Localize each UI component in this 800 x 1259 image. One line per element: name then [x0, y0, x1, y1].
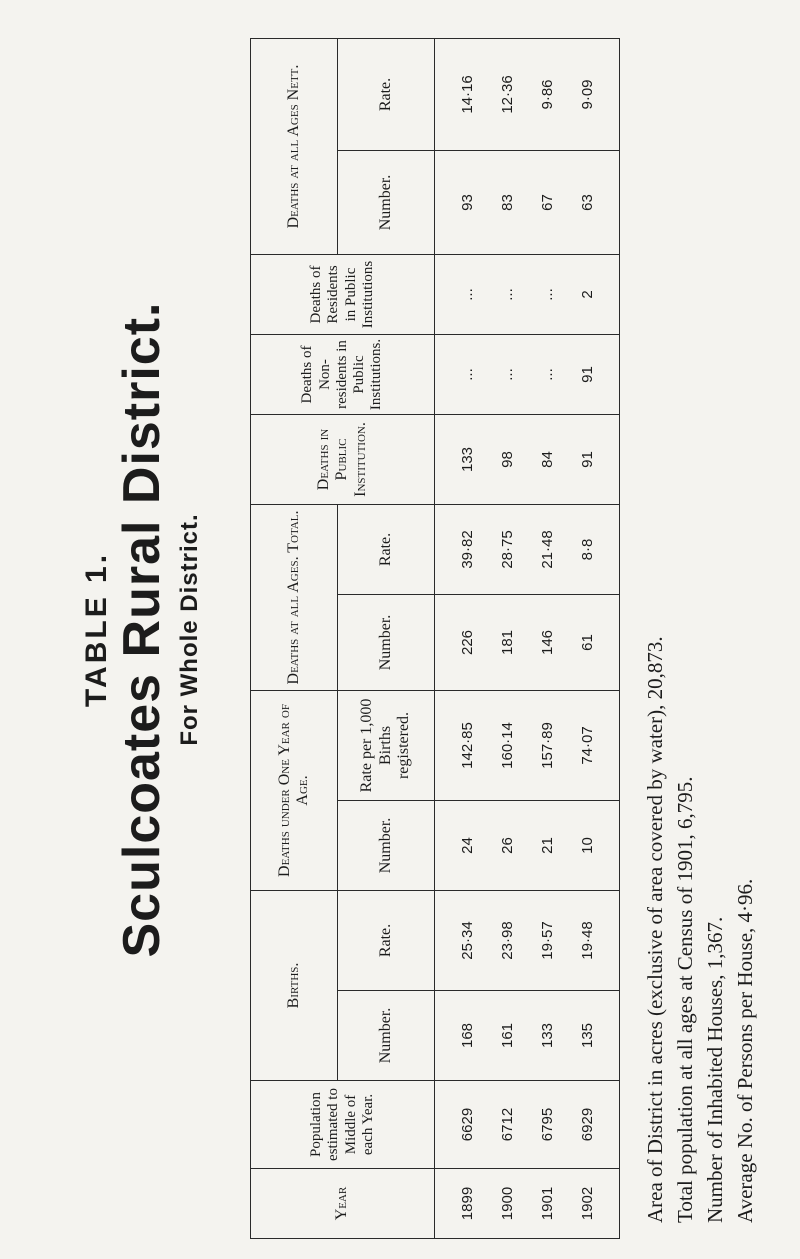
- cell-births-number: 168: [435, 991, 488, 1081]
- cell-births-rate: 19·57: [527, 890, 567, 990]
- cell-infant-rate: 74·07: [567, 690, 620, 800]
- col-nett-number: Number.: [338, 150, 435, 254]
- cell-nett-rate: 9·86: [527, 38, 567, 150]
- cell-population: 6795: [527, 1081, 567, 1169]
- cell-nett-rate: 9·09: [567, 38, 620, 150]
- cell-nett-number: 63: [567, 150, 620, 254]
- col-infant-rate: Rate per 1,000 Births registered.: [338, 690, 435, 800]
- cell-births-rate: 23·98: [487, 890, 527, 990]
- cell-total-number: 61: [567, 594, 620, 690]
- cell-total-number: 146: [527, 594, 567, 690]
- cell-non-residents: 91: [567, 334, 620, 414]
- cell-nett-rate: 12·36: [487, 38, 527, 150]
- cell-non-residents: ...: [435, 334, 488, 414]
- cell-nett-number: 67: [527, 150, 567, 254]
- cell-population: 6629: [435, 1081, 488, 1169]
- col-total-rate: Rate.: [338, 504, 435, 594]
- cell-public-institution: 133: [435, 414, 488, 504]
- col-births-number: Number.: [338, 991, 435, 1081]
- cell-births-number: 135: [567, 991, 620, 1081]
- col-infant-number: Number.: [338, 800, 435, 890]
- cell-nett-number: 83: [487, 150, 527, 254]
- cell-total-rate: 39·82: [435, 504, 488, 594]
- cell-population: 6929: [567, 1081, 620, 1169]
- cell-total-number: 181: [487, 594, 527, 690]
- cell-year: 1899: [435, 1169, 488, 1239]
- cell-year: 1900: [487, 1169, 527, 1239]
- cell-births-rate: 25·34: [435, 890, 488, 990]
- cell-population: 6712: [487, 1081, 527, 1169]
- col-group-births: Births.: [251, 890, 338, 1080]
- cell-infant-number: 24: [435, 800, 488, 890]
- col-year: Year: [251, 1169, 435, 1239]
- col-non-resident-deaths: Deaths of Non-residents in Public Institutions.: [251, 334, 435, 414]
- cell-non-residents: ...: [487, 334, 527, 414]
- cell-infant-rate: 142·85: [435, 690, 488, 800]
- cell-total-rate: 28·75: [487, 504, 527, 594]
- col-population: Population estimated to Middle of each Year.: [251, 1081, 435, 1169]
- note-inhabited-houses: Number of Inhabited Houses, 1,367.: [703, 916, 727, 1223]
- cell-infant-number: 26: [487, 800, 527, 890]
- note-area: Area of District in acres (exclusive of area covered by water), 20,873.: [643, 636, 667, 1223]
- col-group-nett-deaths: Deaths at all Ages Nett.: [251, 38, 338, 254]
- col-public-institution-deaths: Deaths in Public Institution.: [251, 414, 435, 504]
- cell-births-number: 133: [527, 991, 567, 1081]
- col-resident-deaths: Deaths of Residents in Public Institutions: [251, 254, 435, 334]
- table-row: [567, 38, 620, 1238]
- cell-residents: ...: [435, 254, 488, 334]
- table-row: [435, 38, 488, 1238]
- district-notes: [640, 23, 760, 1223]
- cell-total-rate: 8·8: [567, 504, 620, 594]
- cell-infant-number: 21: [527, 800, 567, 890]
- col-group-total-deaths: Deaths at all Ages. Total.: [251, 504, 338, 690]
- cell-residents: 2: [567, 254, 620, 334]
- cell-nett-rate: 14·16: [435, 38, 488, 150]
- cell-births-rate: 19·48: [567, 890, 620, 990]
- cell-births-number: 161: [487, 991, 527, 1081]
- cell-residents: ...: [487, 254, 527, 334]
- cell-public-institution: 84: [527, 414, 567, 504]
- col-births-rate: Rate.: [338, 890, 435, 990]
- table-row: [487, 38, 527, 1238]
- col-nett-rate: Rate.: [338, 38, 435, 150]
- col-total-number: Number.: [338, 594, 435, 690]
- cell-year: 1902: [567, 1169, 620, 1239]
- table-row: [527, 38, 567, 1238]
- page-subtitle: For Whole District.: [176, 513, 203, 746]
- table-label: TABLE 1.: [80, 551, 113, 708]
- cell-residents: ...: [527, 254, 567, 334]
- vital-statistics-table: [250, 38, 620, 1239]
- cell-year: 1901: [527, 1169, 567, 1239]
- col-group-infant-deaths: Deaths under One Year of Age.: [251, 690, 338, 890]
- note-census-population: Total population at all ages at Census of 1901, 6,795.: [673, 776, 697, 1223]
- note-persons-per-house: Average No. of Persons per House, 4·96.: [733, 878, 757, 1223]
- page-title: Sculcoates Rural District.: [113, 301, 171, 958]
- cell-infant-rate: 160·14: [487, 690, 527, 800]
- cell-infant-number: 10: [567, 800, 620, 890]
- cell-nett-number: 93: [435, 150, 488, 254]
- cell-public-institution: 91: [567, 414, 620, 504]
- cell-total-rate: 21·48: [527, 504, 567, 594]
- cell-total-number: 226: [435, 594, 488, 690]
- cell-non-residents: ...: [527, 334, 567, 414]
- cell-public-institution: 98: [487, 414, 527, 504]
- cell-infant-rate: 157·89: [527, 690, 567, 800]
